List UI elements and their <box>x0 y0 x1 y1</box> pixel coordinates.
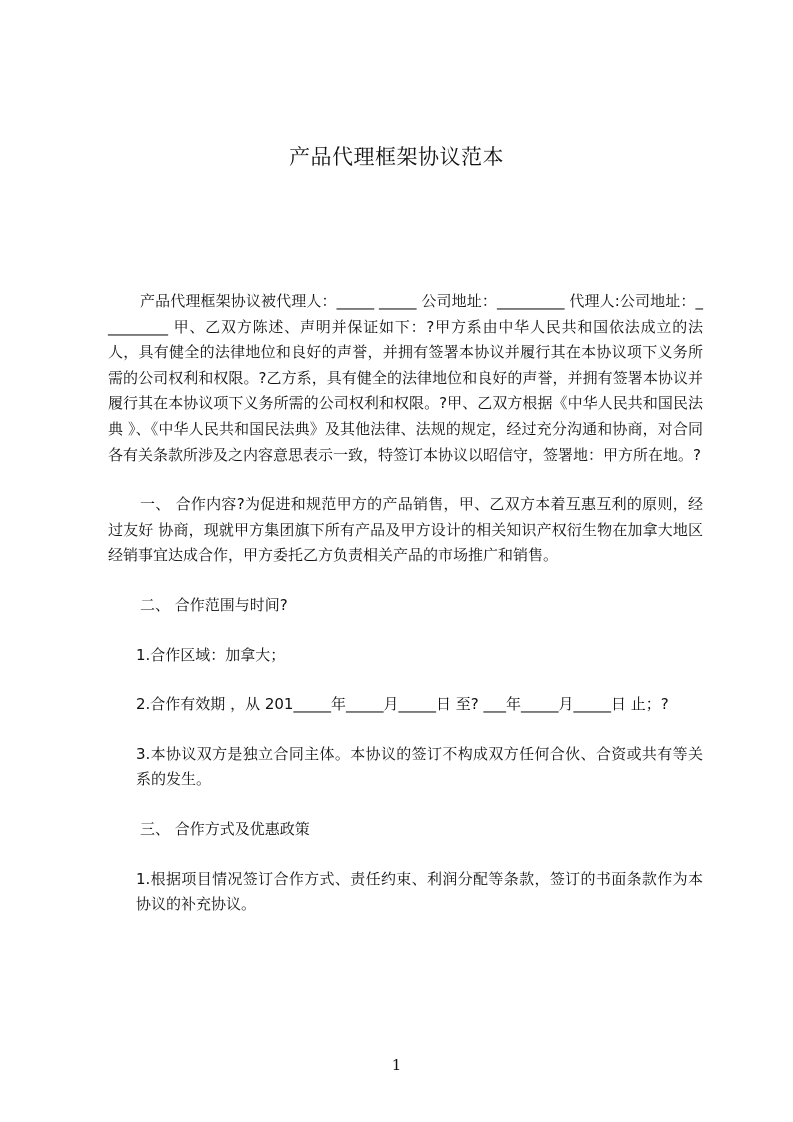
section-3-heading: 三、 合作方式及优惠政策 <box>140 819 310 838</box>
intro-paragraph: 产品代理框架协议被代理人：_____ _____ 公司地址：_________ 代理人:公司地址：_________ 甲、乙双方陈述、声明并保证如下：?甲方系由中华人民共和国依法成立的法人，具有健全的法律地位和良好的声誉，并拥有签署本协议并履行其在本协议项下义务所需的公司权利和权限。?乙方系，具有健全的法律地位和良好的声誉，并拥有签署本协议并履行其在本协议项下义务所需的公司权利和权限。?甲、乙双方根据《中华人民共和国民法典 》、《中华人民共和国民法典》及其他法律、法规的规定，经过充分沟通和协商，对合同各有关条款所涉及之内容意思表示一致，特签订本协议以昭信守，签署地：甲方所在地。? <box>108 292 703 464</box>
item-2-3-independent-parties: 3.本协议双方是独立合同主体。本协议的签订不构成双方任何合伙、合资或共有等关系的发生。 <box>136 744 703 789</box>
section-2-heading: 二、 合作范围与时间? <box>140 595 288 614</box>
document-title: 产品代理框架协议范本 <box>289 145 504 169</box>
section-1-cooperation-content: 一、 合作内容?为促进和规范甲方的产品销售，甲、乙双方本着互惠互利的原则，经过友好 协商，现就甲方集团旗下所有产品及甲方设计的相关知识产权衍生物在加拿大地区经销事宜达成合作，甲方委托乙方负责相关产品的市场推广和销售。 <box>108 495 703 565</box>
item-2-1-cooperation-region: 1.合作区域：加拿大； <box>136 645 286 664</box>
item-3-1-cooperation-method: 1.根据项目情况签订合作方式、责任约束、利润分配等条款，签订的书面条款作为本协议的补充协议。 <box>136 869 703 914</box>
page-number: 1 <box>391 1056 402 1074</box>
item-2-2-validity-period: 2.合作有效期 ，从 201_____年_____月_____日 至? ___年_____月_____日 止；? <box>136 695 669 714</box>
document-body <box>108 289 703 918</box>
